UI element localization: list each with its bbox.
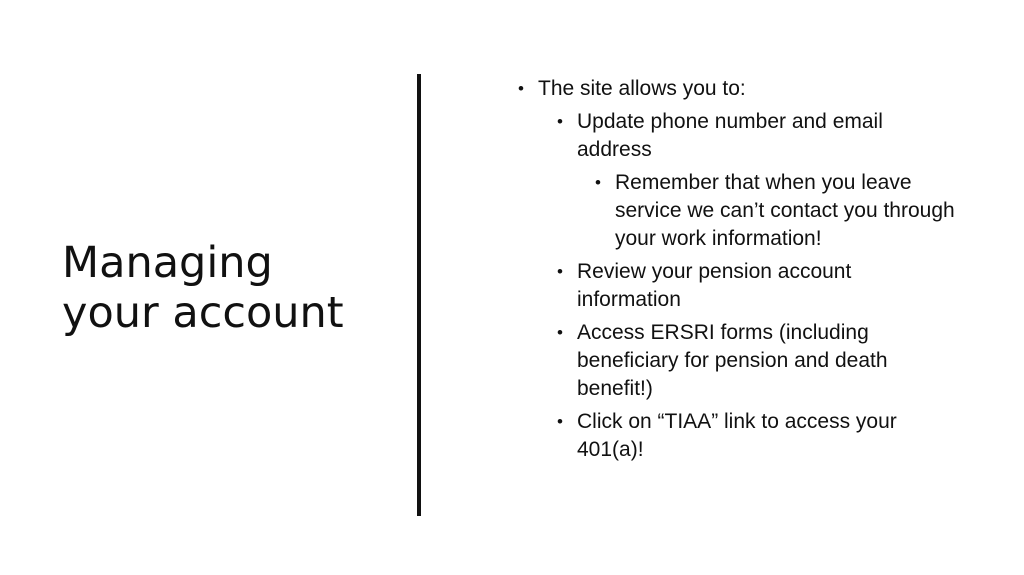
- bullet-text: Update phone number and email address: [577, 110, 883, 161]
- bullet-text: Review your pension account information: [577, 260, 852, 311]
- bullet-item-access-forms: [557, 319, 957, 403]
- bullet-text: The site allows you to:: [538, 77, 746, 100]
- bullet-icon: •: [557, 323, 563, 342]
- bullet-text: Click on “TIAA” link to access your 401(a)!: [577, 410, 897, 461]
- bullet-text: Remember that when you leave service we can’t contact you through your work information!: [615, 171, 955, 250]
- bullet-icon: •: [595, 173, 601, 192]
- bullet-icon: •: [557, 412, 563, 431]
- bullet-icon: •: [557, 112, 563, 131]
- slide-title-line-2: your account: [62, 288, 344, 338]
- bullet-icon: •: [557, 262, 563, 281]
- bullet-icon: •: [518, 79, 524, 98]
- bullet-item-tiaa-link: [557, 408, 957, 464]
- slide-title-line-1: Managing: [62, 238, 273, 288]
- vertical-divider: [417, 74, 421, 516]
- bullet-item-remember-contact: [595, 169, 970, 253]
- bullet-list: [518, 75, 988, 469]
- slide-title: [62, 238, 392, 338]
- bullet-item-update-phone: [557, 108, 957, 164]
- bullet-text: Access ERSRI forms (including beneficiary for pension and death benefit!): [577, 321, 888, 400]
- bullet-item-site-allows: [518, 75, 988, 103]
- bullet-item-review-pension: [557, 258, 957, 314]
